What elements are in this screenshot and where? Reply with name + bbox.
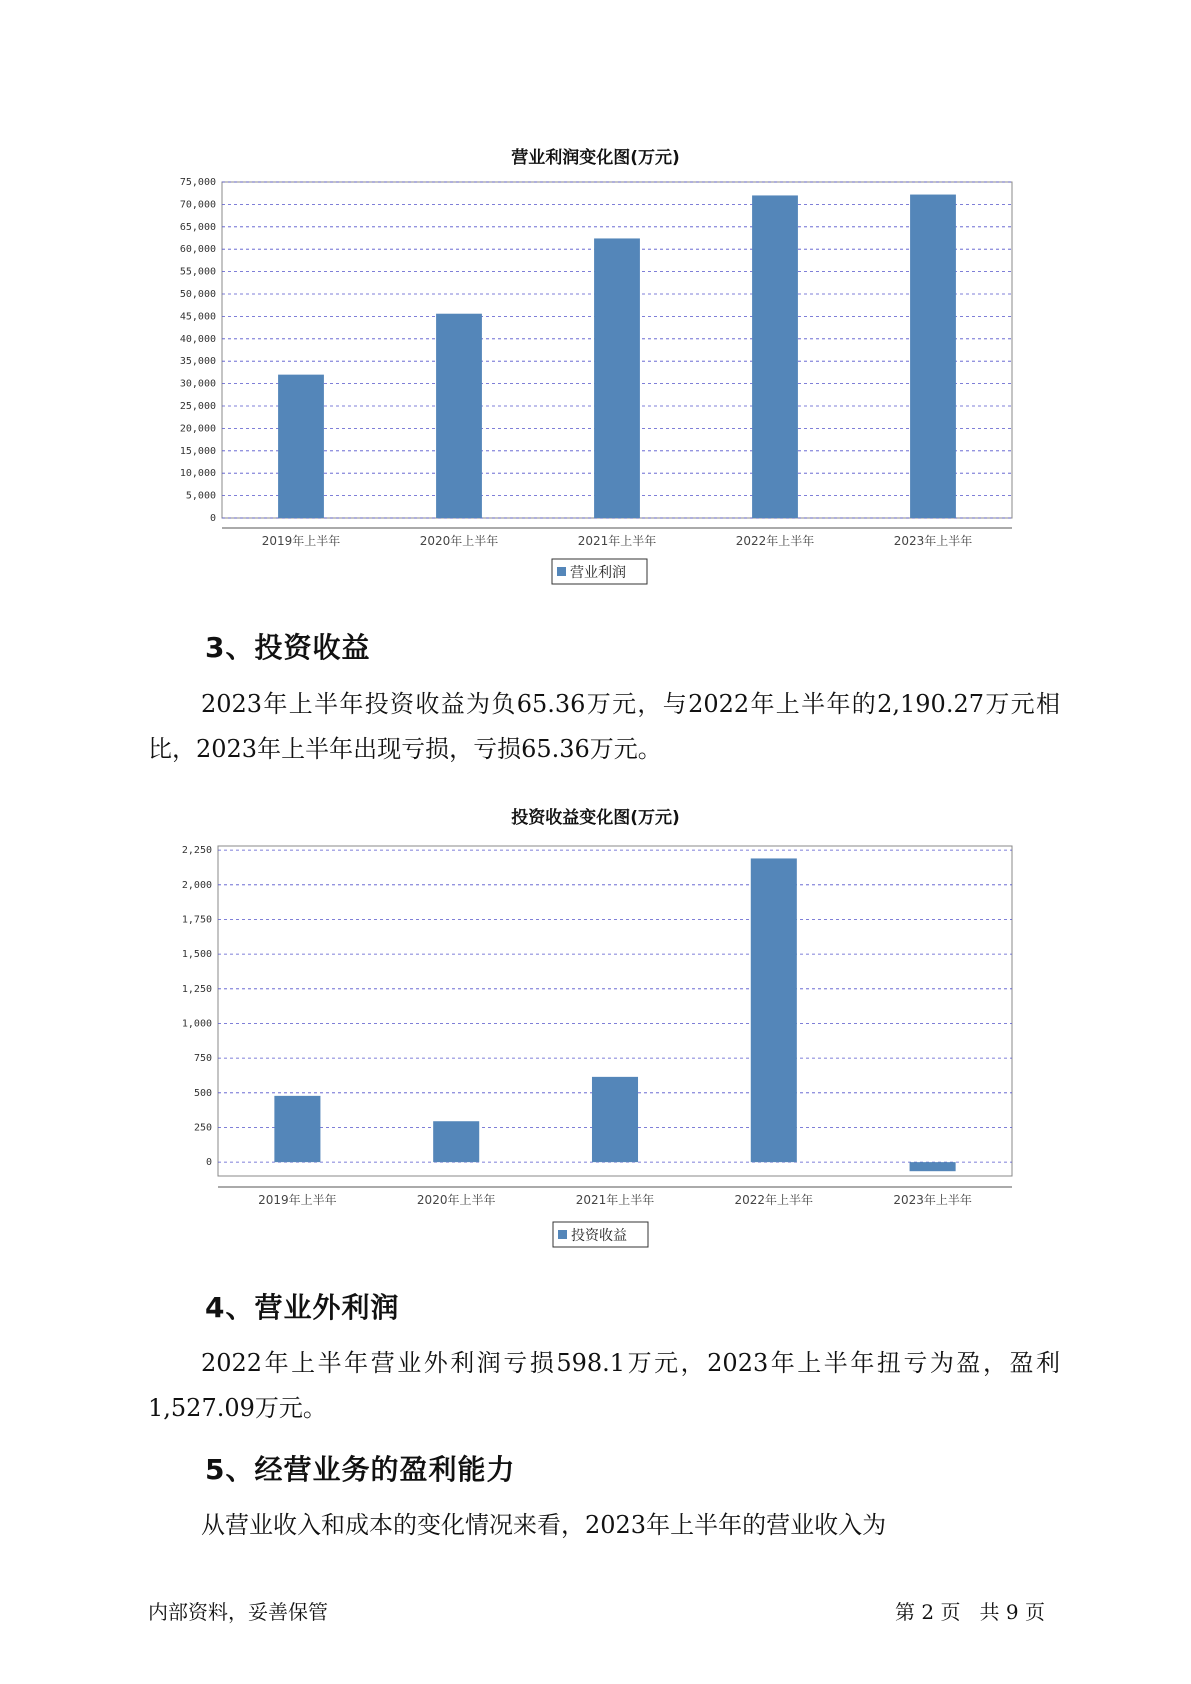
y-tick-label: 40,000 (179, 333, 216, 345)
investment-income-paragraph: 2023年上半年投资收益为负65.36万元，与2022年上半年的2,190.27万元相比，2023年上半年出现亏损，亏损65.36万元。 (148, 690, 1060, 763)
x-tick-label: 2019年上半年 (261, 534, 341, 548)
y-tick-label: 55,000 (179, 266, 216, 278)
y-tick-label: 75,000 (179, 177, 216, 188)
y-tick-label: 25,000 (179, 401, 216, 412)
y-tick-label: 65,000 (179, 221, 216, 233)
y-tick-label: 0 (209, 513, 216, 524)
y-tick-label: 10,000 (179, 468, 216, 480)
x-tick-label: 2021年上半年 (577, 534, 657, 548)
legend-label: 投资收益 (571, 1228, 627, 1244)
legend-label: 营业利润 (570, 565, 626, 581)
section-heading-profitability: 5、经营业务的盈利能力 (205, 1453, 516, 1486)
y-tick-label: 15,000 (179, 445, 216, 457)
x-tick-label: 2020年上半年 (419, 534, 499, 548)
y-tick-label: 500 (193, 1087, 212, 1099)
y-tick-label: 20,000 (179, 423, 216, 435)
bar (751, 858, 797, 1162)
footer-page-number: 第 2 页 共 9 页 (895, 1600, 1045, 1624)
y-tick-label: 1,250 (181, 983, 212, 995)
legend-swatch (558, 1230, 567, 1239)
y-tick-label: 5,000 (185, 490, 216, 502)
y-tick-label: 45,000 (179, 311, 216, 323)
section-heading-investment-income: 3、投资收益 (205, 631, 371, 664)
y-tick-label: 750 (193, 1053, 212, 1065)
y-tick-label: 1,000 (181, 1018, 212, 1030)
section-heading-non-operating-profit: 4、营业外利润 (205, 1291, 400, 1324)
y-tick-label: 60,000 (179, 244, 216, 256)
bar (433, 1121, 479, 1162)
y-tick-label: 0 (205, 1157, 212, 1169)
chart-title: 营业利润变化图(万元) (511, 148, 680, 168)
x-tick-label: 2021年上半年 (575, 1193, 655, 1207)
y-tick-label: 1,750 (181, 914, 212, 926)
x-tick-label: 2022年上半年 (734, 1193, 814, 1207)
y-tick-label: 250 (193, 1122, 212, 1134)
y-tick-label: 70,000 (179, 199, 216, 211)
chart-title: 投资收益变化图(万元) (511, 808, 680, 828)
x-tick-label: 2023年上半年 (893, 1193, 972, 1207)
y-tick-label: 30,000 (179, 378, 216, 390)
y-tick-label: 35,000 (179, 356, 216, 368)
y-tick-label: 2,250 (181, 845, 212, 857)
footer-confidential-note: 内部资料，妥善保管 (148, 1600, 328, 1624)
profitability-paragraph: 从营业收入和成本的变化情况来看，2023年上半年的营业收入为 (201, 1511, 887, 1539)
bar (910, 1162, 956, 1171)
non-operating-profit-paragraph: 2022年上半年营业外利润亏损598.1万元，2023年上半年扭亏为盈，盈利1,527.09万元。 (148, 1349, 1060, 1422)
y-tick-label: 2,000 (181, 879, 212, 891)
y-tick-label: 1,500 (181, 949, 212, 961)
y-tick-label: 50,000 (179, 289, 216, 300)
x-tick-label: 2019年上半年 (258, 1193, 337, 1207)
x-tick-label: 2023年上半年 (893, 534, 973, 548)
x-tick-label: 2022年上半年 (735, 534, 815, 548)
x-tick-label: 2020年上半年 (416, 1193, 496, 1207)
bar (274, 1096, 320, 1162)
bar (592, 1077, 638, 1162)
